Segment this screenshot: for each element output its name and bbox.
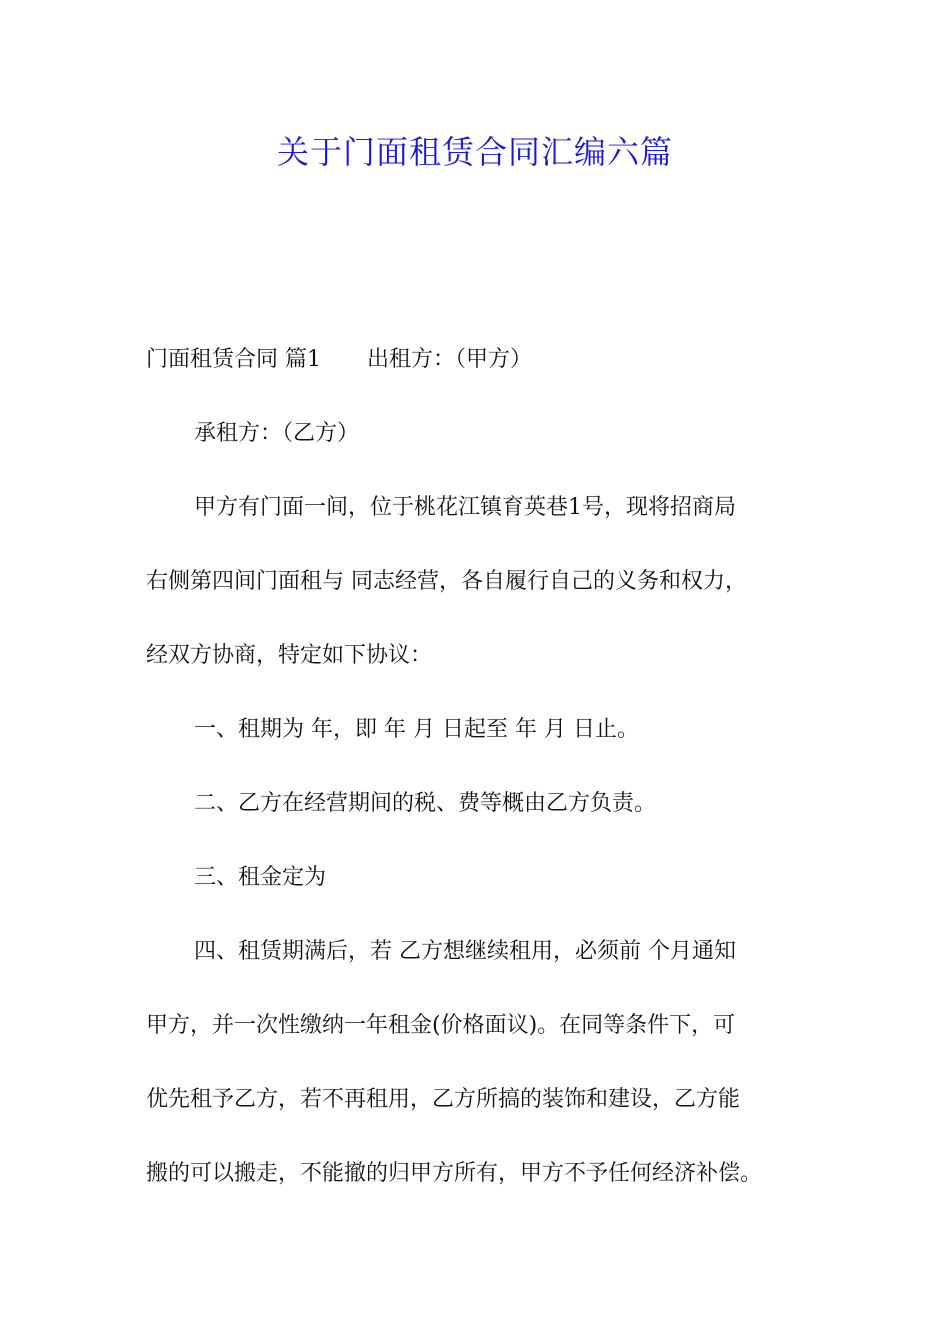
paragraph-line: 甲方有门面一间，位于桃花江镇育英巷1号，现将招商局 [194,495,736,520]
clause-3: 三、租金定为 [194,865,327,890]
clause-1: 一、租期为 年，即 年 月 日起至 年 月 日止。 [194,717,639,742]
paragraph-line: 右侧第四间门面租与 同志经营，各自履行自己的义务和权力， [146,569,747,594]
contract-heading: 门面租赁合同 篇1 [146,347,321,372]
paragraph-line: 优先租予乙方，若不再租用，乙方所搞的装饰和建设，乙方能 [146,1087,741,1112]
document-title: 关于门面租赁合同汇编六篇 [276,133,673,171]
paragraph-line: 搬的可以搬走，不能撤的归甲方所有，甲方不予任何经济补偿。 [146,1161,763,1186]
clause-4: 四、租赁期满后，若 乙方想继续租用，必须前 个月通知 [194,939,736,964]
lessor-label: 出租方：（甲方） [367,347,533,372]
clause-2: 二、乙方在经营期间的税、费等概由乙方负责。 [194,791,657,816]
contract-heading-line [146,342,816,378]
lessee-line: 承租方：（乙方） [194,421,360,446]
paragraph-line: 甲方，并一次性缴纳一年租金(价格面议)。在同等条件下，可 [146,1013,736,1038]
paragraph-line: 经双方协商，特定如下协议： [146,643,433,668]
